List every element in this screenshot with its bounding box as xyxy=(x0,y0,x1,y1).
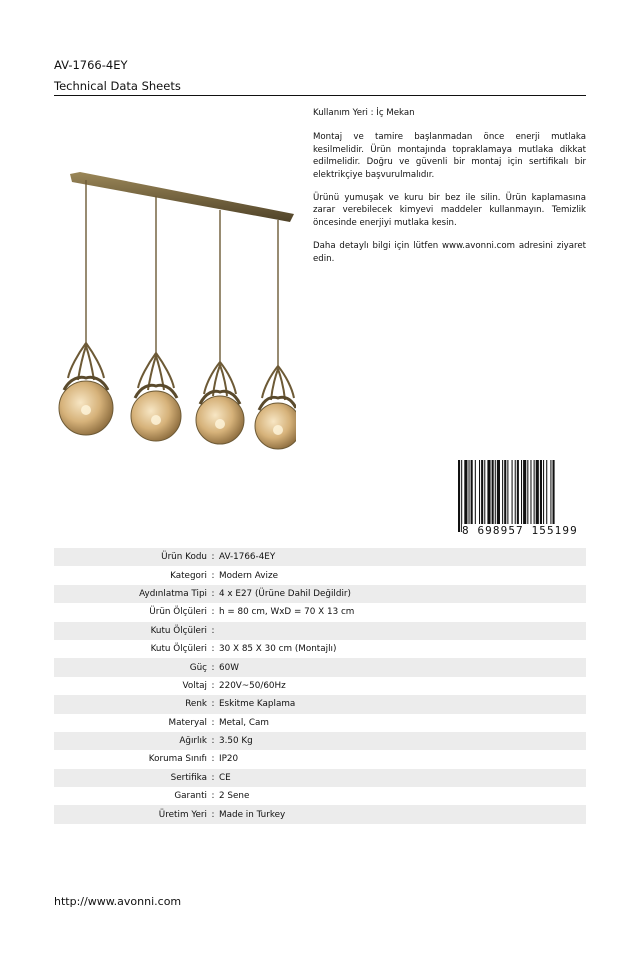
spec-table xyxy=(54,548,586,824)
spec-separator: : xyxy=(211,717,215,728)
barcode-bar xyxy=(517,460,519,532)
spec-label: Kutu Ölçüleri xyxy=(150,644,207,655)
spec-label: Kategori xyxy=(170,570,207,581)
spec-row xyxy=(54,732,586,750)
barcode-bar xyxy=(502,460,503,532)
usage-info xyxy=(313,107,586,276)
product-code: AV-1766-4EY xyxy=(54,58,128,72)
spec-row xyxy=(54,805,586,823)
product-image xyxy=(56,168,296,458)
barcode-bar xyxy=(523,460,526,532)
spec-value: Metal, Cam xyxy=(219,717,269,728)
spec-value: 30 X 85 X 30 cm (Montajlı) xyxy=(219,644,337,655)
header-divider xyxy=(54,95,586,96)
header xyxy=(54,58,586,94)
barcode-bar xyxy=(492,460,494,532)
spec-label: Renk xyxy=(185,699,207,710)
pendant-3 xyxy=(196,210,244,444)
barcode-bar xyxy=(515,460,516,532)
safety-paragraph: Montaj ve tamire başlanmadan önce enerji mutlaka kesilmelidir. Ürün montajında topraklamaya mutlaka dikkat edilmelidir. Doğru ve güvenli bir montaj için sertifikalı bir elektrikçiye başvurulmalıdır. xyxy=(313,132,586,180)
barcode-bar xyxy=(553,460,555,532)
spec-label: Aydınlatma Tipi xyxy=(139,588,207,599)
spec-separator: : xyxy=(211,588,215,599)
spec-row xyxy=(54,750,586,768)
spec-separator: : xyxy=(211,772,215,783)
spec-separator: : xyxy=(211,754,215,765)
spec-separator: : xyxy=(211,552,215,563)
barcode-bar xyxy=(461,460,462,532)
barcode-bar xyxy=(507,460,508,532)
barcode-bar xyxy=(475,460,476,532)
barcode-bar xyxy=(479,460,480,532)
spec-row xyxy=(54,585,586,603)
spec-separator: : xyxy=(211,662,215,673)
spec-label: Voltaj xyxy=(182,680,207,691)
barcode-bar xyxy=(471,460,473,532)
spec-label: Koruma Sınıfı xyxy=(148,754,207,765)
spec-value: IP20 xyxy=(219,754,239,765)
barcode-bar xyxy=(495,460,496,532)
spec-label: Materyal xyxy=(168,717,207,728)
document-subtitle: Technical Data Sheets xyxy=(54,79,181,93)
spec-value: Eskitme Kaplama xyxy=(219,699,296,710)
barcode-bar xyxy=(536,460,539,532)
barcode-bar xyxy=(487,460,490,532)
spec-label: Ağırlık xyxy=(179,736,207,747)
spec-separator: : xyxy=(211,644,215,655)
spec-separator: : xyxy=(211,680,215,691)
spec-row xyxy=(54,769,586,787)
pendant-1 xyxy=(59,180,113,435)
barcode-bar xyxy=(469,460,470,532)
spec-value: 2 Sene xyxy=(219,791,250,802)
spec-value: Modern Avize xyxy=(219,570,278,581)
barcode-bar xyxy=(534,460,535,532)
barcode-bar xyxy=(464,460,467,532)
spec-label: Üretim Yeri xyxy=(158,809,207,820)
spec-row xyxy=(54,787,586,805)
spec-separator: : xyxy=(211,809,215,820)
barcode-bar xyxy=(546,460,547,532)
spec-row xyxy=(54,622,586,640)
spec-label: Kutu Ölçüleri xyxy=(150,625,207,636)
spec-row xyxy=(54,658,586,676)
spec-value: Made in Turkey xyxy=(219,809,286,820)
barcode-bar xyxy=(543,460,544,532)
spec-separator: : xyxy=(211,625,215,636)
barcode-bar xyxy=(540,460,542,532)
spec-label: Ürün Kodu xyxy=(161,552,207,563)
barcode-bar xyxy=(530,460,531,532)
usage-location: Kullanım Yeri : İç Mekan xyxy=(313,108,415,118)
spec-separator: : xyxy=(211,736,215,747)
ceiling-bar xyxy=(70,172,294,222)
spec-value: 220V~50/60Hz xyxy=(219,680,286,691)
spec-value: AV-1766-4EY xyxy=(219,552,276,563)
spec-label: Garanti xyxy=(174,791,207,802)
spec-row xyxy=(54,677,586,695)
spec-value: 60W xyxy=(219,662,239,673)
spec-value: h = 80 cm, WxD = 70 X 13 cm xyxy=(219,607,355,618)
barcode-digits: 8 698957 155199 xyxy=(462,524,584,537)
barcode-bar xyxy=(527,460,528,532)
barcode-bar xyxy=(512,460,513,532)
barcode-bar xyxy=(458,460,460,532)
spec-row xyxy=(54,695,586,713)
spec-separator: : xyxy=(211,607,215,618)
spec-label: Sertifika xyxy=(170,772,207,783)
spec-separator: : xyxy=(211,570,215,581)
barcode-bar xyxy=(497,460,500,532)
spec-value: 4 x E27 (Ürüne Dahil Değildir) xyxy=(219,588,351,599)
spec-label: Ürün Ölçüleri xyxy=(149,607,207,618)
spec-value: 3.50 Kg xyxy=(219,736,253,747)
pendant-4 xyxy=(255,220,296,449)
cleaning-paragraph: Ürünü yumuşak ve kuru bir bez ile silin. Ürün kaplamasına zarar verebilecek kimyevi maddeler kullanmayın. Temizlik öncesinde enerjiyi mutlaka kesin. xyxy=(313,193,586,228)
pendant-2 xyxy=(131,196,181,441)
spec-row xyxy=(54,548,586,566)
spec-row xyxy=(54,603,586,621)
website-paragraph: Daha detaylı bilgi için lütfen www.avonni.com adresini ziyaret edin. xyxy=(313,241,586,264)
spec-value: CE xyxy=(219,772,231,783)
spec-row xyxy=(54,640,586,658)
barcode-bar xyxy=(504,460,506,532)
barcode-bar xyxy=(550,460,551,532)
barcode-bar xyxy=(481,460,483,532)
spec-row xyxy=(54,566,586,584)
barcode-bar xyxy=(484,460,485,532)
spec-separator: : xyxy=(211,791,215,802)
spec-separator: : xyxy=(211,699,215,710)
footer-url[interactable]: http://www.avonni.com xyxy=(54,895,182,908)
spec-row xyxy=(54,714,586,732)
barcode-bar xyxy=(521,460,522,532)
spec-label: Güç xyxy=(189,662,207,673)
